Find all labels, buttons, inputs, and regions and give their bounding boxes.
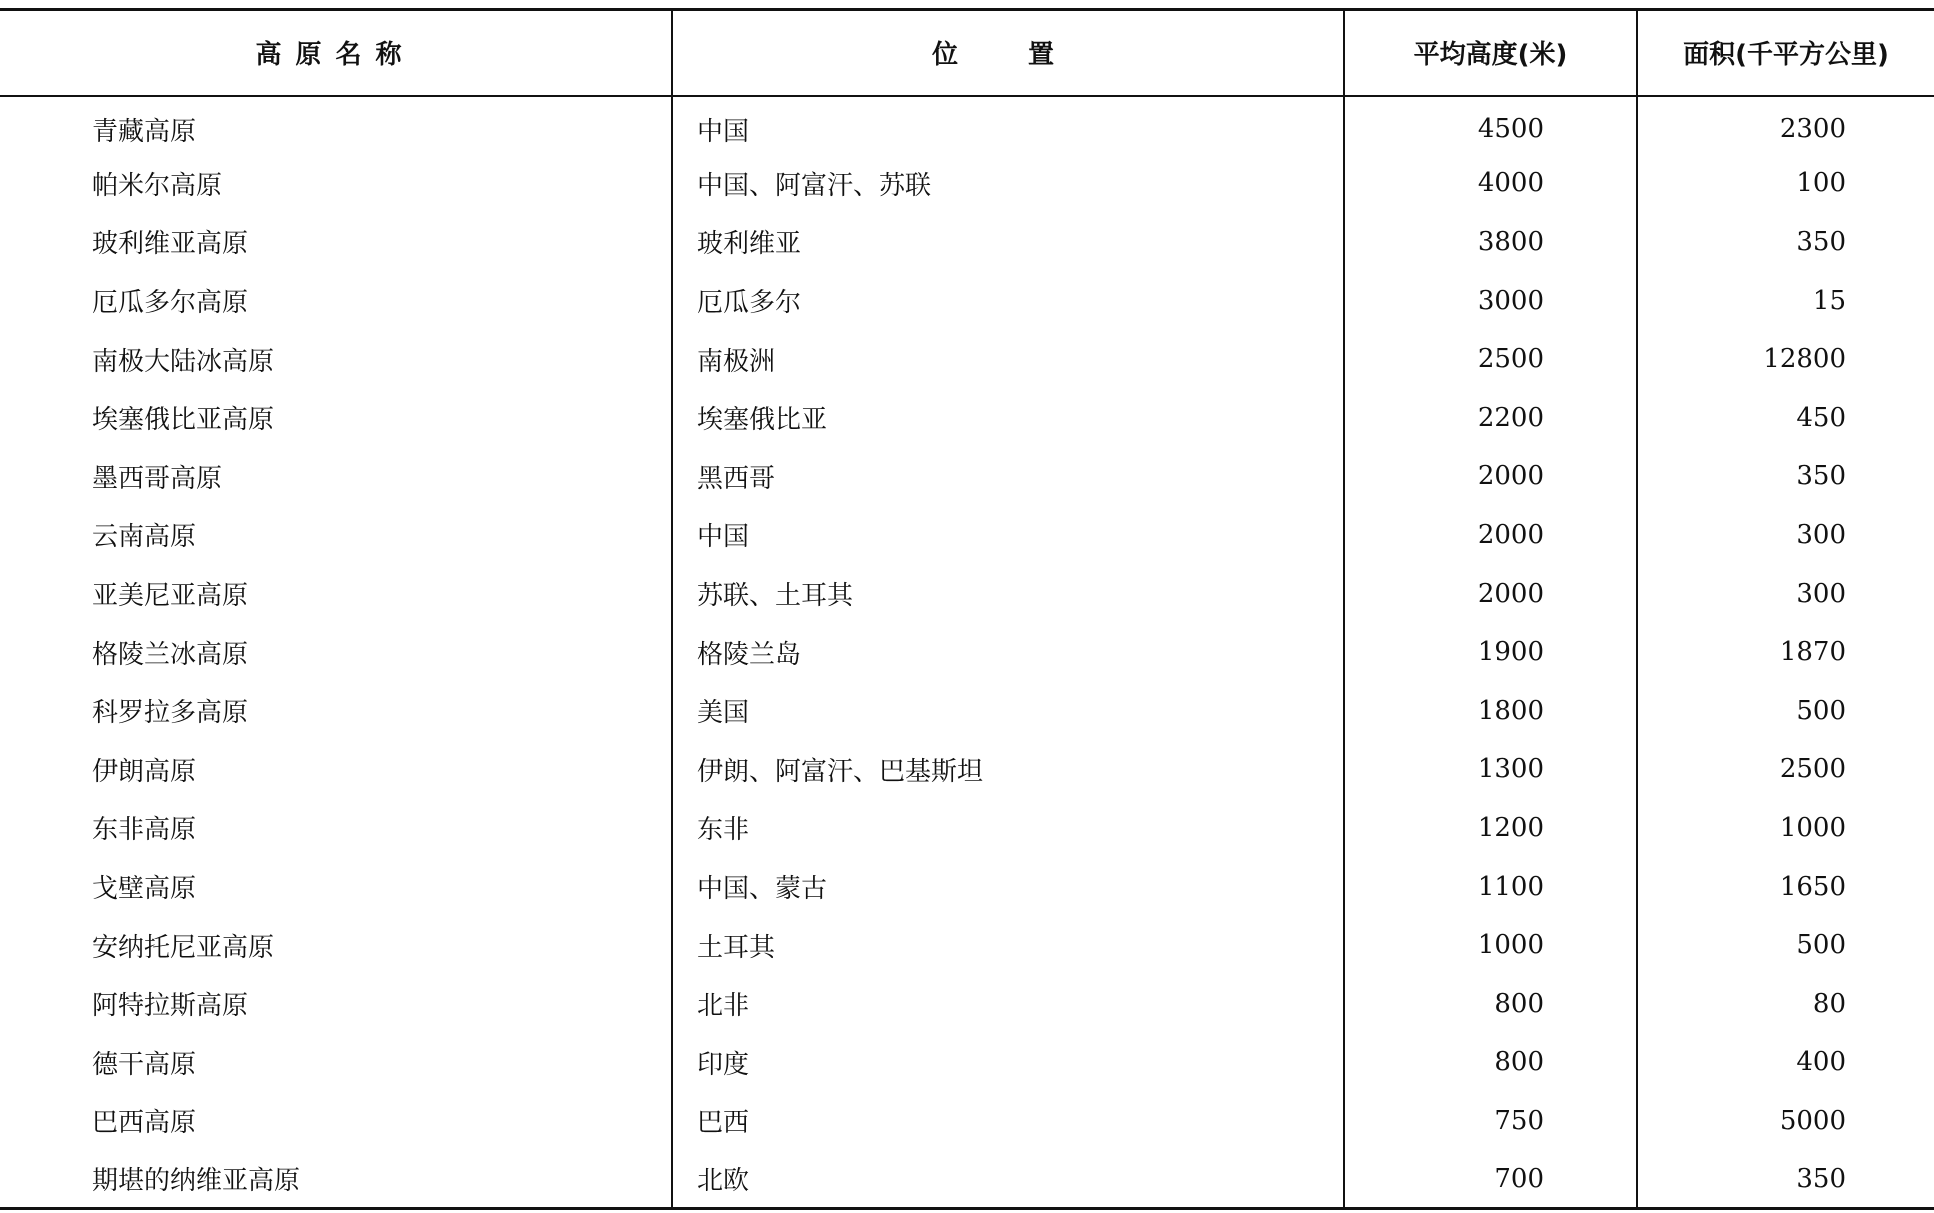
cell-plateau-name: 伊朗高原: [0, 740, 672, 799]
cell-average-altitude: 1800: [1344, 681, 1637, 740]
cell-average-altitude: 800: [1344, 974, 1637, 1033]
table-row: [0, 564, 1934, 623]
cell-location: 埃塞俄比亚: [672, 388, 1344, 447]
table-row: [0, 974, 1934, 1033]
cell-plateau-name: 云南高原: [0, 506, 672, 565]
cell-location: 苏联、土耳其: [672, 564, 1344, 623]
cell-location: 中国、蒙古: [672, 857, 1344, 916]
cell-area: 12800: [1763, 344, 1846, 375]
cell-area: 500: [1796, 930, 1846, 961]
cell-plateau-name: 期堪的纳维亚高原: [0, 1150, 672, 1209]
cell-area: 1650: [1779, 871, 1846, 902]
cell-plateau-name: 青藏高原: [0, 96, 672, 155]
cell-average-altitude: 2500: [1344, 330, 1637, 389]
cell-area: 80: [1812, 988, 1846, 1019]
table-row: [0, 154, 1934, 213]
cell-plateau-name: 格陵兰冰高原: [0, 623, 672, 682]
header-plateau-name: 高原名称: [0, 10, 672, 96]
table-row: [0, 1033, 1934, 1092]
cell-area: 450: [1796, 402, 1846, 433]
cell-location: 北欧: [672, 1150, 1344, 1209]
plateau-table: [0, 8, 1934, 1210]
cell-area: 300: [1796, 578, 1846, 609]
cell-location: 格陵兰岛: [672, 623, 1344, 682]
cell-average-altitude: 2000: [1344, 506, 1637, 565]
cell-average-altitude: 1300: [1344, 740, 1637, 799]
cell-location: 伊朗、阿富汗、巴基斯坦: [672, 740, 1344, 799]
header-row: [0, 10, 1934, 96]
table-row: [0, 681, 1934, 740]
table-row: [0, 857, 1934, 916]
cell-average-altitude: 3000: [1344, 271, 1637, 330]
cell-average-altitude: 3800: [1344, 213, 1637, 272]
table-row: [0, 916, 1934, 975]
cell-area: 1870: [1779, 637, 1846, 668]
cell-average-altitude: 800: [1344, 1033, 1637, 1092]
cell-plateau-name: 德干高原: [0, 1033, 672, 1092]
cell-plateau-name: 东非高原: [0, 799, 672, 858]
cell-location: 美国: [672, 681, 1344, 740]
table-row: [0, 330, 1934, 389]
cell-area: 2300: [1779, 114, 1846, 145]
cell-plateau-name: 玻利维亚高原: [0, 213, 672, 272]
cell-average-altitude: 1900: [1344, 623, 1637, 682]
cell-location: 中国: [672, 506, 1344, 565]
cell-plateau-name: 戈壁高原: [0, 857, 672, 916]
cell-area: 300: [1796, 519, 1846, 550]
table-row: [0, 740, 1934, 799]
cell-location: 厄瓜多尔: [672, 271, 1344, 330]
table-row: [0, 799, 1934, 858]
cell-area: 2500: [1779, 754, 1846, 785]
cell-plateau-name: 安纳托尼亚高原: [0, 916, 672, 975]
cell-plateau-name: 墨西哥高原: [0, 447, 672, 506]
cell-location: 南极洲: [672, 330, 1344, 389]
cell-average-altitude: 4500: [1344, 96, 1637, 155]
table-row: [0, 506, 1934, 565]
cell-area: 350: [1796, 226, 1846, 257]
table-row: [0, 1150, 1934, 1209]
cell-area: 5000: [1779, 1105, 1846, 1136]
cell-average-altitude: 4000: [1344, 154, 1637, 213]
cell-average-altitude: 700: [1344, 1150, 1637, 1209]
cell-average-altitude: 2200: [1344, 388, 1637, 447]
table-row: [0, 388, 1934, 447]
cell-area: 400: [1796, 1047, 1846, 1078]
table-row: [0, 271, 1934, 330]
cell-area: 500: [1796, 695, 1846, 726]
cell-plateau-name: 亚美尼亚高原: [0, 564, 672, 623]
cell-plateau-name: 阿特拉斯高原: [0, 974, 672, 1033]
header-average-altitude: 平均高度(米): [1344, 10, 1637, 96]
cell-location: 北非: [672, 974, 1344, 1033]
cell-area: 350: [1796, 461, 1846, 492]
table-row: [0, 96, 1934, 155]
cell-plateau-name: 科罗拉多高原: [0, 681, 672, 740]
cell-plateau-name: 帕米尔高原: [0, 154, 672, 213]
cell-area: 100: [1796, 168, 1846, 199]
table-row: [0, 213, 1934, 272]
cell-location: 土耳其: [672, 916, 1344, 975]
table-body: [0, 96, 1934, 1209]
cell-location: 东非: [672, 799, 1344, 858]
cell-area: 1000: [1779, 812, 1846, 843]
cell-average-altitude: 2000: [1344, 447, 1637, 506]
table-header: [0, 10, 1934, 96]
cell-average-altitude: 2000: [1344, 564, 1637, 623]
cell-average-altitude: 1200: [1344, 799, 1637, 858]
header-area: 面积(千平方公里): [1683, 40, 1889, 71]
cell-average-altitude: 750: [1344, 1092, 1637, 1151]
table-row: [0, 623, 1934, 682]
cell-area: 350: [1796, 1163, 1846, 1194]
header-location: 位置: [672, 10, 1344, 96]
cell-location: 中国: [672, 96, 1344, 155]
cell-plateau-name: 厄瓜多尔高原: [0, 271, 672, 330]
plateau-table-container: [0, 8, 1934, 1210]
cell-average-altitude: 1000: [1344, 916, 1637, 975]
cell-location: 巴西: [672, 1092, 1344, 1151]
cell-plateau-name: 巴西高原: [0, 1092, 672, 1151]
cell-average-altitude: 1100: [1344, 857, 1637, 916]
table-row: [0, 447, 1934, 506]
cell-plateau-name: 埃塞俄比亚高原: [0, 388, 672, 447]
cell-location: 玻利维亚: [672, 213, 1344, 272]
cell-plateau-name: 南极大陆冰高原: [0, 330, 672, 389]
cell-location: 黑西哥: [672, 447, 1344, 506]
cell-location: 中国、阿富汗、苏联: [672, 154, 1344, 213]
table-row: [0, 1092, 1934, 1151]
cell-area: 15: [1812, 285, 1846, 316]
cell-location: 印度: [672, 1033, 1344, 1092]
